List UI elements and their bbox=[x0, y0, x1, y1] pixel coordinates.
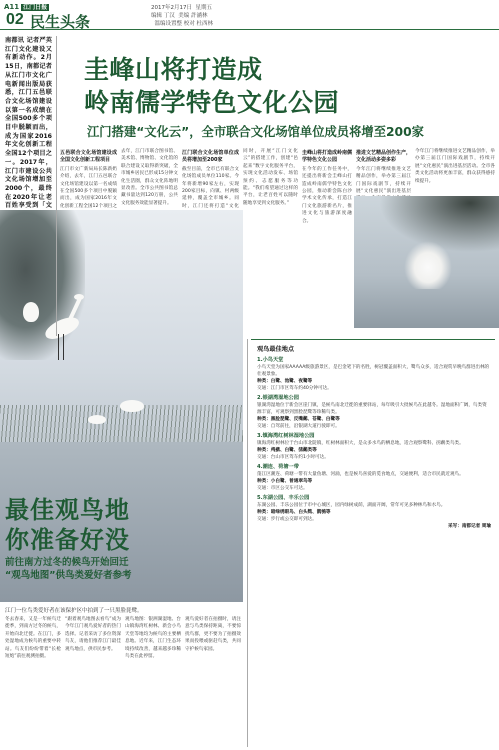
bird-article-column: 观鸟地图：银洲湖湿地、台山镇海湾红树林、新会小鸟天堂等地均为候鸟的主要栖息地。近年来，江门生态环境持续改善，越来越多珍稀鸟类在此停留。 bbox=[125, 617, 181, 660]
article-column: 今年江门将继续推进文艺精品创作，举办第三届江门国际戏剧节，持续开展“文化惠民”演出进基层活动。全市各类文化活动将更加丰富，群众获得感持续提升。 bbox=[415, 149, 495, 184]
byline: 采写：南都记者 周瑜 bbox=[448, 524, 491, 529]
box-title: 观鸟最佳地点 bbox=[257, 346, 295, 353]
newspaper-logo: A11 江门日报 bbox=[4, 3, 48, 11]
section-title: 民生头条 bbox=[30, 13, 91, 31]
dateline: 2017年2月17日 星期五 编辑 丁汉 美编 許涵林 溫编设置整 校对 杜西林 bbox=[151, 5, 213, 27]
page-number: 02 bbox=[6, 11, 24, 28]
article-column: 江门联合文化场馆单位成员将增加至200家 截至目前，全市已有联合文化场馆成员单位110家。今年将新增90家左右，实现200家目标，向镇、村两级延伸，覆盖全市城乡。同时，江门还将打造“文化 bbox=[182, 150, 239, 209]
egret-photo bbox=[354, 196, 499, 328]
article-column: 五邑联合文化场馆建设成全国文化创新工程项目 江门市文广新局局长陈新奶介绍，去年，江门五邑联合文化场馆建设以第一名成绩在全国500多个项目中脱颖而出，成为国家2016年文化创新工程全国12个项目之 bbox=[60, 150, 117, 209]
column-divider bbox=[56, 36, 57, 336]
lead-paragraph: 南都讯 记者严英 江门文化建设又有新动作。2月15日，南都记者从江门市文化广电新闻出版局获悉，江门五邑联合文化场馆建设以第一名成绩在全国500多个项目中脱颖而出，成为国家2016年文化创新工程全国12个项目之一。2017年，江门市建设公共文化场馆增加至2000个，最终在2020年让老百姓享受到「文 bbox=[5, 37, 52, 210]
article-column: 同时，开展“江门文化云”的搭建工作，创建“邑起来”数字文化服务平台，实现文化活动发布、场馆预约、志愿服务等功能。“我们希望通过这样的平台，让老百姓可以随时随地享受到文化服务。” bbox=[243, 149, 298, 206]
headline-line1: 圭峰山将打造成 bbox=[84, 55, 263, 84]
birding-spots-box bbox=[251, 339, 495, 532]
bird-article-column: 冬去春来，又是一年候鸟迁徙季，到南方过冬的候鸟，开始向北迁徙。在江门，多处湿地成为候鸟的重要中转站。鸟友们纷纷带着“长枪短炮”前往观测拍摄。 bbox=[5, 617, 61, 660]
photo-credit: 江门一位鸟类爱好者在该保护区中拍到了一只黑脸琵鹭。 bbox=[5, 608, 143, 614]
subheadline: 江门搭建“文化云”，全市联合文化场馆单位成员将增至200家 bbox=[87, 125, 424, 139]
photo-title-line2: 你准备好没 bbox=[5, 525, 130, 554]
birding-spot: 2.银湖湾湿地公园 银湖湾湿地位于新会区崖门镇，是候鸟南北迁徙的重要驿站，每年吸引大批候鸟在此越冬。湿地面积广阔，鸟类资源丰富，可观察到黑脸琵鹭等珍稀鸟类。 种类：黑脸琵鹭、反嘴鹬、苍鹭、白鹭等 交通：自驾前往，沿银湖大道行驶即可。 bbox=[257, 395, 487, 429]
birding-spot: 4.潮连、荷塘一带 蓬江区潮连、荷塘一带有大量鱼塘、河涌，也是候鸟喜爱的觅食地点，交通便利，适合市民就近观鸟。 种类：小白鹭、普通翠鸟等 交通：市区公交车可达。 bbox=[257, 464, 464, 491]
photo-title-line1: 最佳观鸟地 bbox=[5, 495, 130, 524]
birding-spot: 3.镇海湾红树林湿地公园 镇海湾红树林位于台山市北陡镇，红树林面积大，是众多水鸟的栖息地，适合观察鹭科、鸻鹬类鸟类。 种类：鸬鹚、白鹭、鸻鹬类等 交通：台山市区驾车约1小时可达。 bbox=[257, 433, 464, 460]
bird-article-column: 观鸟爱好者在拍摄时，请注意与鸟类保持距离，不要惊扰鸟群，更不要为了拍摄效果而投喂或驱赶鸟类，共同守护候鸟家园。 bbox=[185, 617, 241, 652]
birding-spot: 1.小鸟天堂 小鸟天堂为国家AAAAA级旅游景区，是巴金笔下的名胜，树冠覆盖面积大，鹭鸟众多，适合观赏早晚鸟群进出林的壮观景象。 种类：白鹭、池鹭、夜鹭等 交通：江门市区驾车约40分钟可达。 bbox=[257, 357, 490, 391]
page-header bbox=[0, 0, 499, 30]
photo-caption-line2: “观鸟地图”供鸟类爱好者参考 bbox=[5, 570, 132, 581]
column-divider bbox=[247, 339, 248, 747]
article-column: 去年，江门市联合图书馆、美术馆、博物馆、文化馆的联合建设又取得新突破，全市城乡居民已形成15分钟文化生活圈，群众文化阵地明显改善。全市公共图书馆总藏书量达到120万册，公共文化服务效能显著提升。 bbox=[121, 149, 178, 206]
bird-article-column: “跟着观鸟地图去看鸟”成为今年江门观鸟爱好者的热门选择。记者采访了多位资深鸟友，请他们推荐江门最佳观鸟地点，供市民参考。 bbox=[65, 617, 121, 652]
article-column: 推进文艺精品创作生产，文化活动多姿多彩 今年江门将继续推进文艺精品创作，举办第三届江门国际戏剧节，持续开展“文化惠民”演出进基层 bbox=[356, 150, 412, 195]
article-column: 圭峰山将打造成岭南儒学特色文化公园 在今年的工作任务中，还提出将新会圭峰山打造成岭南儒学特色文化公园，推动新会陈白沙学术文化传承，打造江门文化旅游新名片，推进文化与旅游深度融合。 bbox=[302, 150, 353, 224]
photo-caption-line1: 前往南方过冬的候鸟开始回迁 bbox=[5, 557, 129, 568]
headline-line2: 岭南儒学特色文化公园 bbox=[84, 88, 340, 117]
birding-spot: 5.东湖公园、丰乐公园 东湖公园、丰乐公园位于市中心城区，园内绿树成荫，湖面开阔，常年可见多种林鸟和水鸟。 种类：暗绿绣眼鸟、白头鹎、鹊鸲等 交通：步行或公交即可到达。 采写：南都记者 周瑜 bbox=[257, 495, 491, 529]
